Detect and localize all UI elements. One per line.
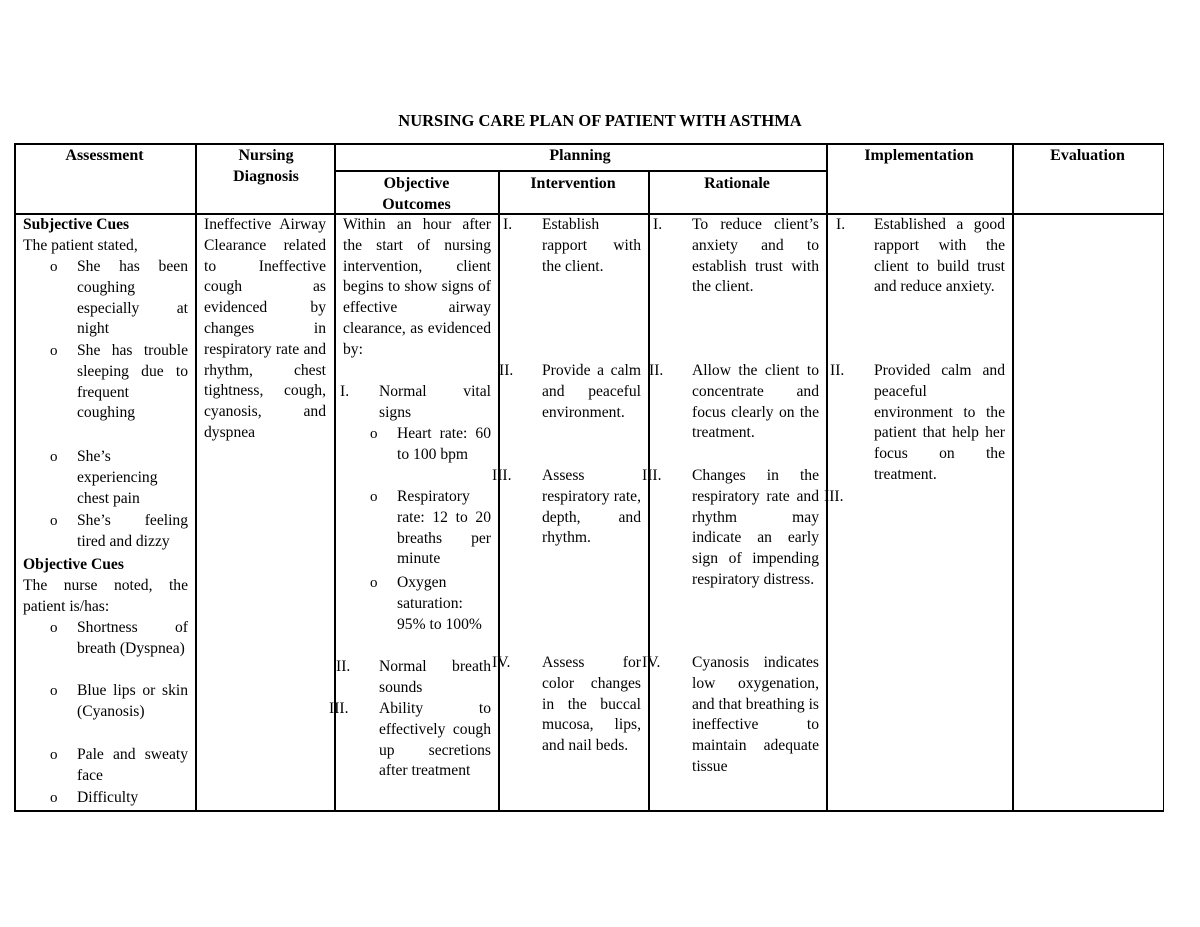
bullet-icon: o	[50, 259, 58, 275]
intervention-item: Assess for color changes in the buccal mucosa, lips, and nail beds.	[542, 654, 641, 755]
objective-cue-item: Pale and sweaty face	[77, 746, 188, 784]
implementation-item: Established a good rapport with the client to build trust and reduce anxiety.	[874, 216, 1005, 296]
rationale-item: Changes in the respiratory rate and rhythm may indicate an early sign of impending respiratory distress.	[692, 467, 819, 588]
intervention-number: I.	[503, 216, 513, 233]
outcome-sub-item: Heart rate: 60 to 100 bpm	[397, 425, 491, 463]
nursing-diagnosis-text: Ineffective Airway Clearance related to Ineffective cough as evidenced by changes in respiratory rate and rhythm, chest tightness, cough, cyanosis, and dyspnea	[204, 216, 326, 441]
header-planning: Planning	[549, 147, 611, 164]
implementation-number: II.	[830, 362, 845, 379]
bullet-icon: o	[370, 489, 378, 505]
row-divider	[334, 170, 827, 172]
objective-cue-item: Blue lips or skin (Cyanosis)	[77, 682, 188, 720]
header-intervention: Intervention	[530, 175, 616, 192]
col-divider	[1012, 143, 1014, 811]
outcome-item: Ability to effectively cough up secretions after treatment	[379, 700, 491, 780]
outcome-item: Normal vital signs	[379, 383, 491, 421]
objective-cues-heading: Objective Cues	[23, 556, 124, 573]
intervention-item: Establish rapport with the client.	[542, 216, 641, 275]
bullet-icon: o	[50, 747, 58, 763]
rationale-number: III.	[642, 467, 662, 484]
bullet-icon: o	[50, 790, 58, 806]
subjective-cue-item: She’s experiencing chest pain	[77, 448, 158, 507]
col-divider	[648, 171, 650, 811]
rationale-number: II.	[649, 362, 664, 379]
bullet-icon: o	[50, 683, 58, 699]
subjective-cue-item: She’s feeling tired and dizzy	[77, 512, 188, 550]
bullet-icon: o	[50, 513, 58, 529]
objective-cue-item: Shortness of breath (Dyspnea)	[77, 619, 188, 657]
subjective-cue-item: She has trouble sleeping due to frequent coughing	[77, 342, 188, 422]
intervention-number: II.	[499, 362, 514, 379]
intervention-item: Assess respiratory rate, depth, and rhythm.	[542, 467, 641, 547]
header-nursing-diagnosis: Nursing Diagnosis	[233, 147, 299, 185]
bullet-icon: o	[50, 620, 58, 636]
implementation-number: I.	[836, 216, 846, 233]
rationale-number: I.	[653, 216, 663, 233]
table-border-bottom	[14, 810, 1164, 812]
rationale-item: Allow the client to concentrate and focus clearly on the treatment.	[692, 362, 819, 442]
outcome-number: III.	[329, 700, 349, 717]
objective-cues-intro: The nurse noted, the patient is/has:	[23, 577, 188, 615]
rationale-item: Cyanosis indicates low oxygenation, and that breathing is ineffective to maintain adequate tissue	[692, 654, 819, 775]
col-divider	[195, 143, 197, 811]
bullet-icon: o	[50, 343, 58, 359]
bullet-icon: o	[50, 449, 58, 465]
header-evaluation: Evaluation	[1050, 147, 1125, 164]
bullet-icon: o	[370, 426, 378, 442]
intervention-number: III.	[492, 467, 512, 484]
outcome-sub-item: Respiratory rate: 12 to 20 breaths per minute	[397, 488, 491, 568]
outcome-number: II.	[336, 658, 351, 675]
col-divider	[498, 171, 500, 811]
outcome-sub-item: Oxygen saturation: 95% to 100%	[397, 574, 482, 633]
header-assessment: Assessment	[65, 147, 144, 164]
rationale-number: IV.	[642, 654, 661, 671]
implementation-number: III.	[824, 488, 844, 505]
outcome-number: I.	[340, 383, 350, 400]
bullet-icon: o	[370, 575, 378, 591]
implementation-item: Provided calm and peaceful environment to the patient that help her focus on the treatment.	[874, 362, 1005, 483]
objective-cue-item: Difficulty	[77, 789, 139, 806]
intervention-number: IV.	[492, 654, 511, 671]
header-rationale: Rationale	[704, 175, 770, 192]
subjective-cue-item: She has been coughing especially at night	[77, 258, 188, 338]
table-border-left	[14, 143, 16, 811]
table-border-right	[1163, 143, 1165, 811]
col-divider	[826, 143, 828, 811]
header-implementation: Implementation	[864, 147, 974, 164]
subjective-cues-heading: Subjective Cues	[23, 216, 130, 233]
outcome-intro: Within an hour after the start of nursing intervention, client begins to show signs of effective airway clearance, as evidenced by:	[343, 216, 491, 358]
document-title: NURSING CARE PLAN OF PATIENT WITH ASTHMA	[398, 111, 802, 130]
intervention-item: Provide a calm and peaceful environment.	[542, 362, 641, 421]
care-plan-table	[14, 143, 1164, 811]
header-objective-outcomes: Objective Outcomes	[382, 175, 451, 213]
outcome-item: Normal breath sounds	[379, 658, 491, 696]
rationale-item: To reduce client’s anxiety and to establish trust with the client.	[692, 216, 819, 296]
subjective-cues-intro: The patient stated,	[23, 237, 138, 254]
